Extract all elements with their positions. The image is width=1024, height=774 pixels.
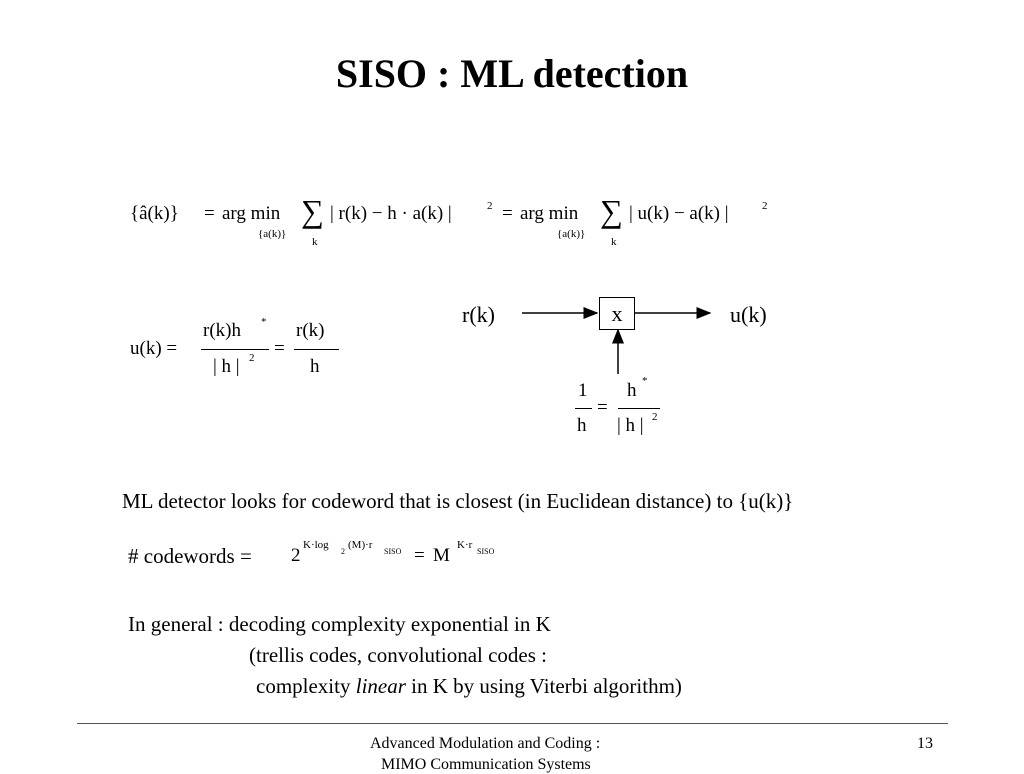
- gain-numerator-2-sup: *: [642, 375, 648, 387]
- slide-title: SISO : ML detection: [335, 51, 689, 96]
- footer-course-line2: MIMO Communication Systems: [381, 756, 591, 773]
- ml-detector-statement: ML detector looks for codeword that is closest (in Euclidean distance) to {u(k)}: [122, 489, 794, 513]
- general-note-line3-emphasis: linear: [355, 674, 406, 698]
- gain-fraction-bar-2: [618, 408, 660, 409]
- codewords-M: M: [433, 545, 450, 566]
- eq1-square-b: 2: [762, 200, 768, 212]
- eq1-square-a: 2: [487, 200, 493, 212]
- eq1-sum-index-b: k: [611, 236, 617, 248]
- gain-fraction-bar-1: [575, 408, 592, 409]
- eq1-argmin-sub-b: {a(k)}: [557, 228, 586, 240]
- eq1-term-b: | u(k) − a(k) |: [629, 203, 729, 224]
- codewords-exp-r-sub: SISO: [384, 547, 402, 556]
- eq1-sum-symbol-a: ∑: [301, 193, 324, 229]
- codewords-M-exp: K·r: [457, 539, 473, 551]
- footer-course-line1: Advanced Modulation and Coding :: [370, 735, 601, 752]
- codewords-label: # codewords =: [128, 544, 252, 568]
- gain-numerator-2: h: [627, 380, 637, 401]
- eq1-lhs: {â(k)}: [130, 203, 179, 224]
- eq1-sum-index-a: k: [312, 236, 318, 248]
- gain-equals: =: [597, 397, 608, 418]
- gain-denominator-1: h: [577, 415, 587, 436]
- diagram-output-label: u(k): [730, 302, 767, 327]
- codewords-M-exp-sub: SISO: [477, 547, 495, 556]
- eq1-equals-a: =: [204, 203, 215, 224]
- gain-denominator-2: | h |: [617, 415, 644, 436]
- eq2-denominator-2: h: [310, 356, 320, 377]
- eq1-argmin-b: arg min: [520, 203, 579, 224]
- codewords-exp-part1: K·log: [303, 539, 329, 551]
- codewords-base: 2: [291, 545, 301, 566]
- codewords-equals: =: [414, 545, 425, 566]
- multiplier-box: [599, 297, 635, 330]
- eq2-numerator-1-sup: *: [261, 316, 267, 328]
- general-note-line3-post: in K by using Viterbi algorithm): [405, 674, 682, 698]
- eq1-sum-symbol-b: ∑: [600, 193, 623, 229]
- eq1-equals-b: =: [502, 203, 513, 224]
- multiplier-symbol: x: [611, 301, 623, 326]
- general-note-line3-pre: complexity: [256, 674, 356, 698]
- gain-numerator-1: 1: [578, 380, 588, 401]
- eq1-argmin-a: arg min: [222, 203, 281, 224]
- footer-rule: [77, 723, 948, 724]
- eq2-numerator-1: r(k)h: [203, 320, 241, 341]
- diagram-input-label: r(k): [462, 302, 495, 327]
- gain-denominator-2-sup: 2: [652, 411, 658, 423]
- codewords-exp-log-sub: 2: [341, 547, 345, 556]
- eq1-term-a: | r(k) − h · a(k) |: [330, 203, 452, 224]
- eq2-numerator-2: r(k): [296, 320, 325, 341]
- codewords-exp-part2: (M)·r: [348, 539, 373, 551]
- eq2-denominator-1: | h |: [213, 356, 240, 377]
- eq2-lhs: u(k) =: [130, 338, 178, 359]
- page-number: 13: [917, 735, 933, 752]
- general-note-line2: (trellis codes, convolutional codes :: [249, 643, 548, 667]
- eq1-argmin-sub-a: {a(k)}: [258, 228, 287, 240]
- eq2-equals: =: [274, 338, 285, 359]
- general-note-line3: [256, 674, 682, 699]
- eq2-denominator-1-sup: 2: [249, 352, 255, 364]
- general-note-line1: In general : decoding complexity exponential in K: [128, 612, 551, 636]
